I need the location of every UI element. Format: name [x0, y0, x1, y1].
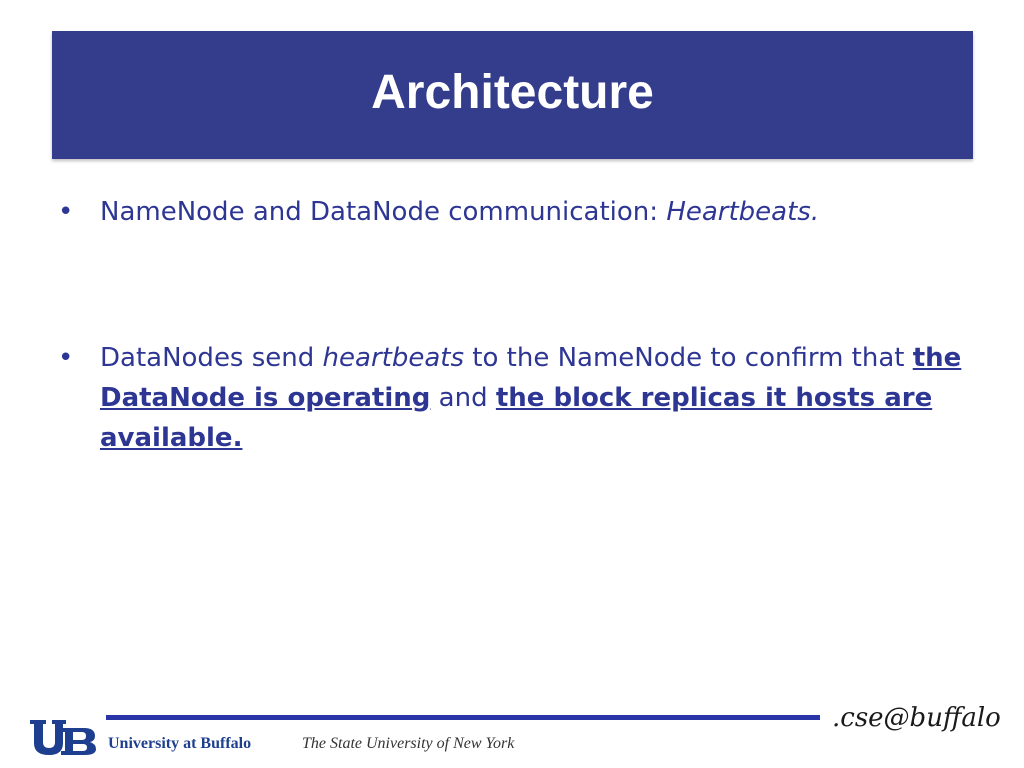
university-name: University at Buffalo — [108, 735, 252, 752]
bullet-item — [58, 192, 963, 232]
footer-divider — [106, 715, 820, 720]
ub-logo — [28, 716, 98, 756]
bullet-text: to the NameNode to confirm that — [464, 343, 913, 373]
cse-buffalo-logo — [828, 690, 1008, 750]
slide-title: Architecture — [371, 65, 654, 119]
bullet-emphasis: the DataNode is operating — [100, 343, 962, 413]
svg-text:.cse@buffalo: .cse@buffalo — [832, 703, 1001, 733]
bullet-text-italic: heartbeats — [322, 343, 465, 373]
bullet-text: NameNode and DataNode communication: — [100, 197, 667, 227]
bullet-list — [58, 192, 963, 458]
bullet-emphasis: the block replicas it hosts are available. — [100, 383, 933, 453]
bullet-marker: • — [58, 343, 74, 373]
bullet-text: and — [430, 383, 496, 413]
university-subtitle: The State University of New York — [302, 735, 515, 752]
bullet-text-italic: Heartbeats. — [666, 197, 820, 227]
bullet-text: DataNodes send — [100, 343, 323, 373]
bullet-item — [58, 338, 963, 458]
title-bar — [52, 31, 973, 159]
bullet-marker: • — [58, 197, 74, 227]
